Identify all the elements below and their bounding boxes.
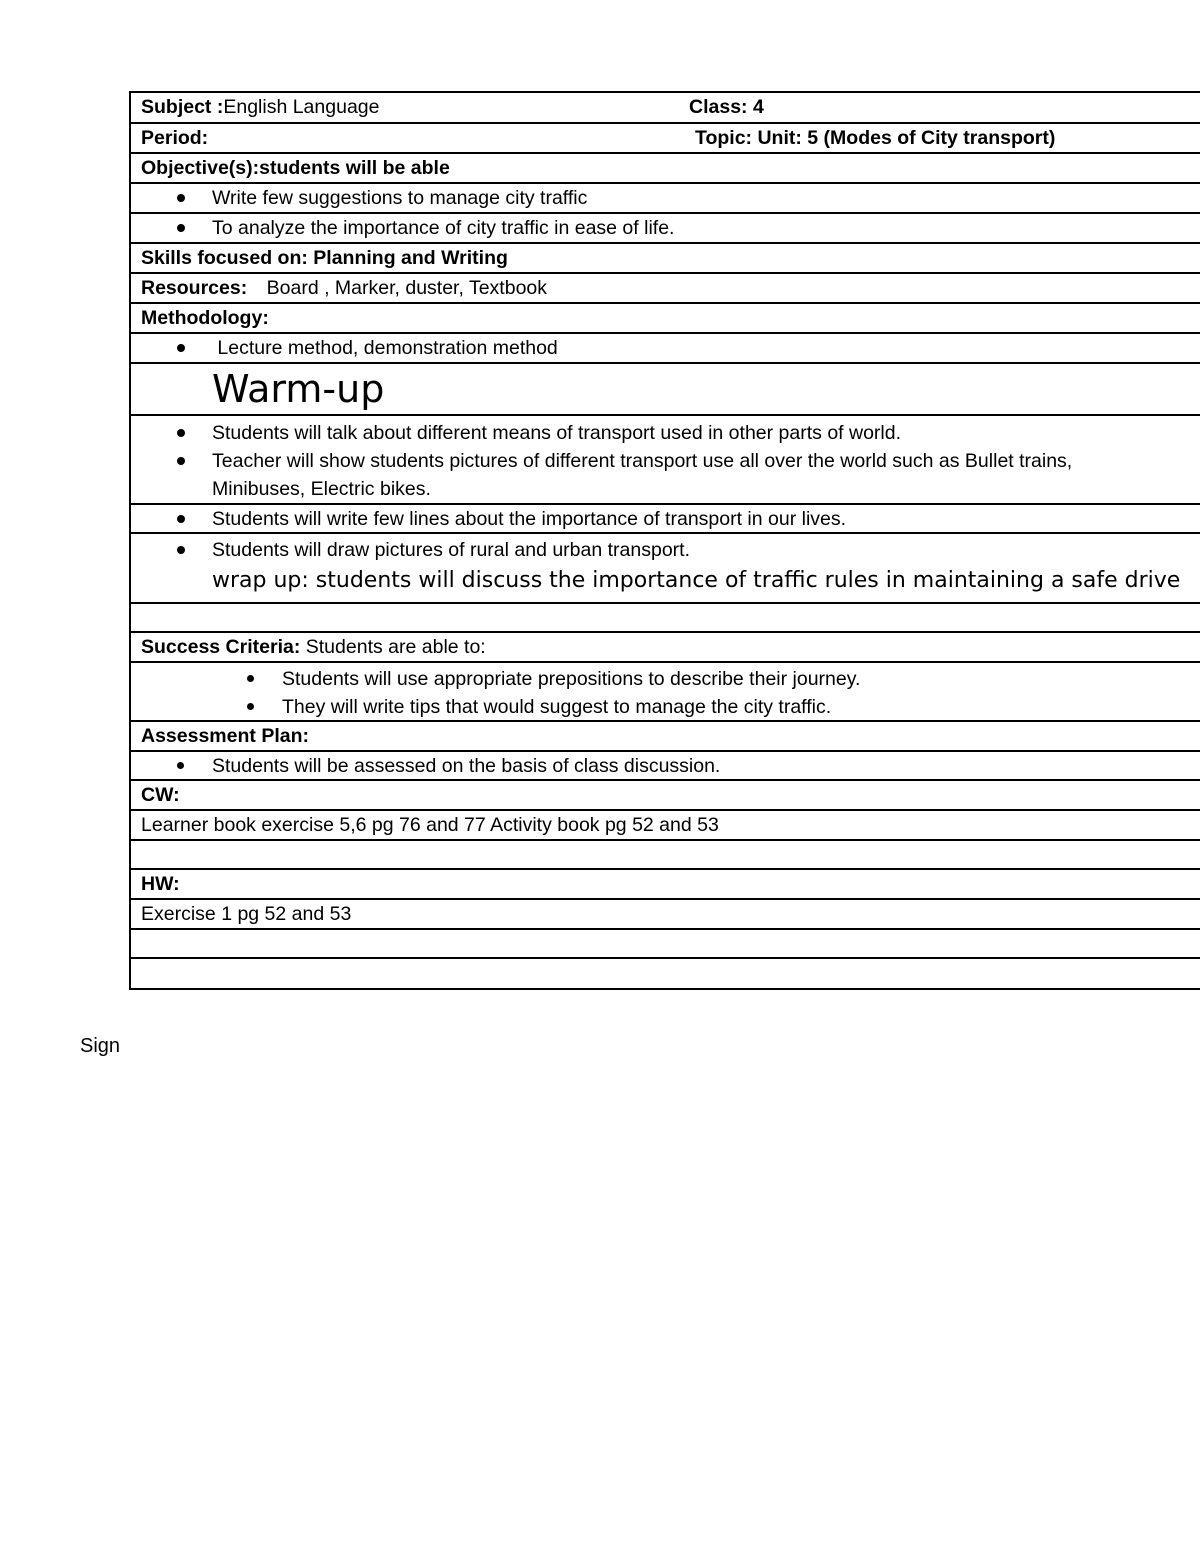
warmup-item-text: Minibuses, Electric bikes. [212, 478, 431, 500]
cw-value: Learner book exercise 5,6 pg 76 and 77 Activity book pg 52 and 53 [141, 814, 719, 836]
success-heading-row [131, 633, 1200, 663]
assessment-heading-row [131, 722, 1200, 752]
hw-value: Exercise 1 pg 52 and 53 [141, 903, 352, 925]
list-item-continued [131, 475, 1200, 503]
period-label: Period: [141, 127, 209, 149]
objectives-heading: Objective(s):students will be able [141, 157, 450, 179]
bullet-icon [247, 703, 254, 710]
methodology-label: Methodology: [141, 307, 269, 329]
list-item [131, 184, 1200, 212]
warmup-items-row [131, 416, 1200, 505]
subject-value: English Language [223, 96, 380, 118]
warmup-title-row [131, 364, 1200, 416]
subject-label: Subject : [141, 96, 224, 118]
bullet-icon [177, 224, 185, 232]
warmup-item-text: Students will talk about different means of transport used in other parts of world. [212, 422, 902, 444]
bullet-icon [177, 457, 185, 465]
success-item-text: They will write tips that would suggest to manage the city traffic. [282, 696, 832, 718]
bullet-icon [177, 546, 185, 554]
list-item [131, 419, 1200, 447]
methodology-heading-row [131, 304, 1200, 334]
hw-label: HW: [141, 873, 180, 895]
activity-text: Students will draw pictures of rural and urban transport. [212, 539, 690, 561]
empty-row [131, 959, 1200, 988]
success-label: Success Criteria: [141, 636, 301, 658]
topic-label: Topic: Unit: 5 (Modes of City transport) [695, 127, 1056, 149]
success-items-row [131, 663, 1200, 722]
cw-heading-row [131, 781, 1200, 811]
bullet-icon [177, 762, 184, 769]
bullet-icon [177, 194, 185, 202]
bullet-icon [247, 675, 254, 682]
list-item [131, 665, 1200, 693]
assessment-row [131, 752, 1200, 781]
empty-row [131, 930, 1200, 959]
success-item-text: Students will use appropriate prepositions to describe their journey. [282, 668, 861, 690]
wrap-up-text: wrap up: students will discuss the importance of traffic rules in maintaining a safe drive [212, 568, 1181, 593]
activity-wrapup-row [131, 534, 1200, 604]
warmup-title: Warm-up [212, 367, 385, 411]
class-label: Class: 4 [689, 96, 764, 118]
list-item [131, 447, 1200, 475]
list-item [131, 334, 1200, 362]
list-item [131, 536, 1200, 564]
methodology-text: Lecture method, demonstration method [212, 337, 558, 359]
objectives-heading-row [131, 154, 1200, 184]
hw-row [131, 900, 1200, 930]
objective-row [131, 214, 1200, 244]
list-item [131, 752, 1200, 780]
objective-text: Write few suggestions to manage city traffic [212, 187, 588, 209]
empty-row [131, 604, 1200, 633]
subject-row [131, 93, 1200, 124]
methodology-row [131, 334, 1200, 364]
success-value: Students are able to: [300, 636, 486, 658]
empty-row [131, 841, 1200, 870]
objective-text: To analyze the importance of city traffic in ease of life. [212, 217, 675, 239]
bullet-icon [177, 344, 185, 352]
lesson-plan-table [129, 91, 1200, 990]
sign-label: Sign [80, 1035, 121, 1057]
bullet-icon [177, 515, 185, 523]
resources-row [131, 274, 1200, 304]
hw-heading-row [131, 870, 1200, 900]
skills-label: Skills focused on: Planning and Writing [141, 247, 508, 269]
assessment-label: Assessment Plan: [141, 725, 309, 747]
list-item [131, 214, 1200, 242]
period-row [131, 124, 1200, 154]
activity-text: Students will write few lines about the importance of transport in our lives. [212, 508, 847, 530]
bullet-icon [177, 429, 185, 437]
resources-label: Resources: [141, 277, 248, 299]
cw-label: CW: [141, 784, 180, 806]
cw-row [131, 811, 1200, 841]
list-item [131, 693, 1200, 721]
skills-row [131, 244, 1200, 274]
assessment-text: Students will be assessed on the basis of class discussion. [212, 755, 721, 777]
resources-value: Board , Marker, duster, Textbook [266, 277, 548, 299]
list-item [131, 505, 1200, 533]
objective-row [131, 184, 1200, 214]
warmup-item-text: Teacher will show students pictures of different transport use all over the world such as Bullet trains, [212, 450, 1073, 472]
activity-row [131, 505, 1200, 534]
